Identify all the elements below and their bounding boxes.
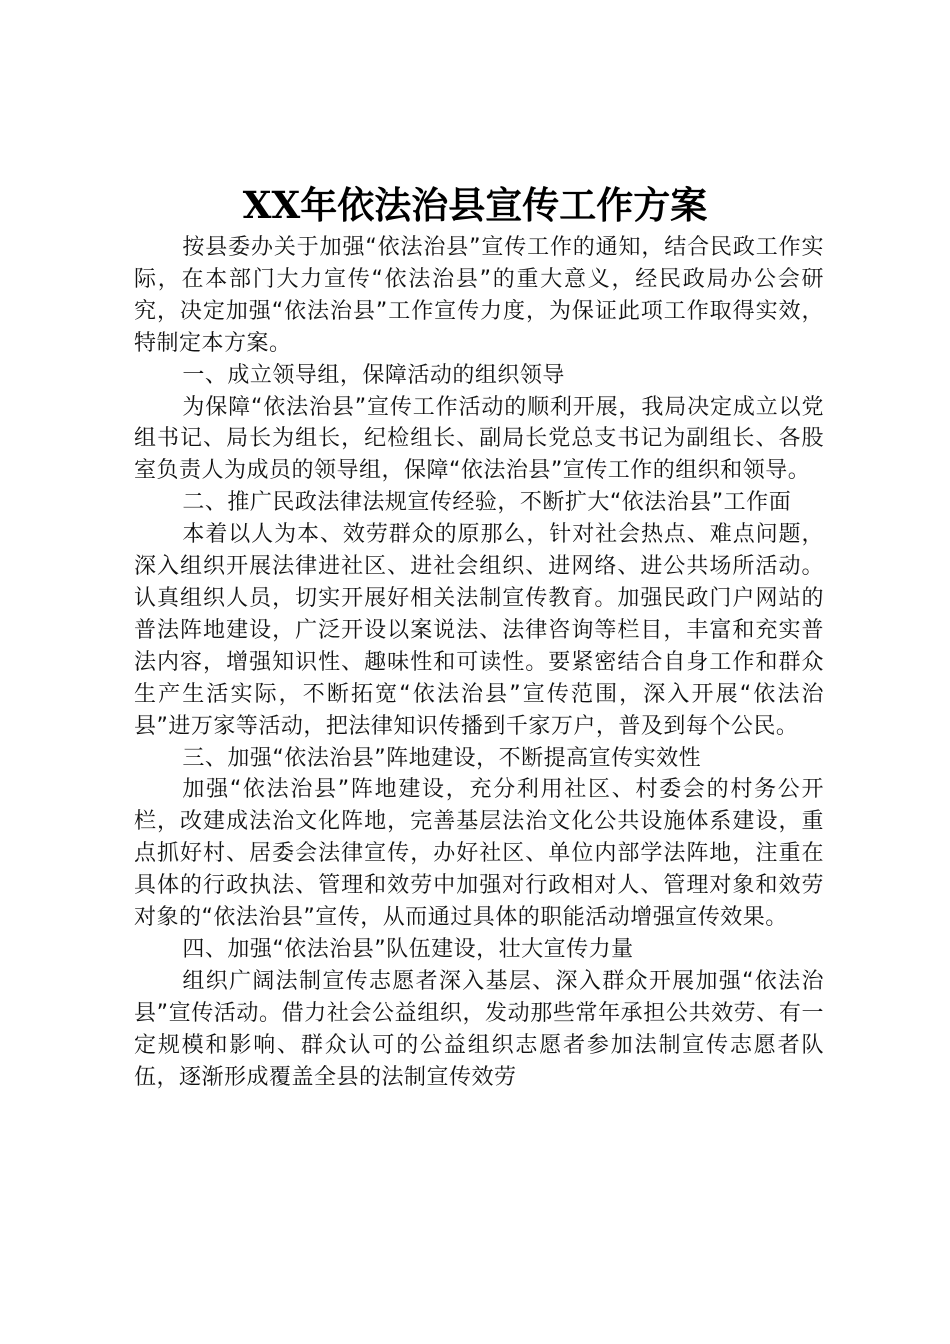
section-heading-1: 一、成立领导组，保障活动的组织领导 [182, 362, 565, 388]
paragraph-section-3: 加强“依法治县”阵地建设，充分利用社区、村委会的村务公开栏，改建成法治文化阵地，完善基层法治文化公共设施体系建设，重点抓好村、居委会法律宣传，办好社区、单位内部学法阵地，注重在具体的行政执法、管理和效劳中加强对行政相对人、管理对象和效劳对象的“依法治县”宣传，从而通过具体的职能活动增强宣传效果。 [134, 777, 824, 931]
paragraph-section-2: 本着以人为本、效劳群众的原那么，针对社会热点、难点问题，深入组织开展法律进社区、进社会组织、进网络、进公共场所活动。认真组织人员，切实开展好相关法制宣传教育。加强民政门户网站的普法阵地建设，广泛开设以案说法、法律咨询等栏目，丰富和充实普法内容，增强知识性、趣味性和可读性。要紧密结合自身工作和群众生产生活实际，不断拓宽“依法治县”宣传范围，深入开展“依法治县”进万家等活动，把法律知识传播到千家万户，普及到每个公民。 [134, 522, 824, 739]
paragraph-section-4: 组织广阔法制宣传志愿者深入基层、深入群众开展加强“依法治县”宣传活动。借力社会公益组织，发动那些常年承担公共效劳、有一定规模和影响、群众认可的公益组织志愿者参加法制宣传志愿者队伍，逐渐形成覆盖全县的法制宣传效劳 [134, 968, 824, 1090]
document-body [134, 232, 824, 1093]
paragraph-section-1: 为保障“依法治县”宣传工作活动的顺利开展，我局决定成立以党组书记、局长为组长，纪检组长、副局长党总支书记为副组长、各股室负责人为成员的领导组，保障“依法治县”宣传工作的组织和领导。 [134, 394, 824, 484]
section-heading-3: 三、加强“依法治县”阵地建设，不断提高宣传实效性 [182, 745, 702, 771]
document-title: XX年依法治县宣传工作方案 [242, 183, 708, 227]
section-heading-4: 四、加强“依法治县”队伍建设，壮大宣传力量 [182, 936, 634, 962]
section-heading-2: 二、推广民政法律法规宣传经验，不断扩大“依法治县”工作面 [182, 490, 792, 516]
paragraph-intro: 按县委办关于加强“依法治县”宣传工作的通知，结合民政工作实际，在本部门大力宣传“依法治县”的重大意义，经民政局办公会研究，决定加强“依法治县”工作宣传力度，为保证此项工作取得实效，特制定本方案。 [134, 235, 824, 356]
